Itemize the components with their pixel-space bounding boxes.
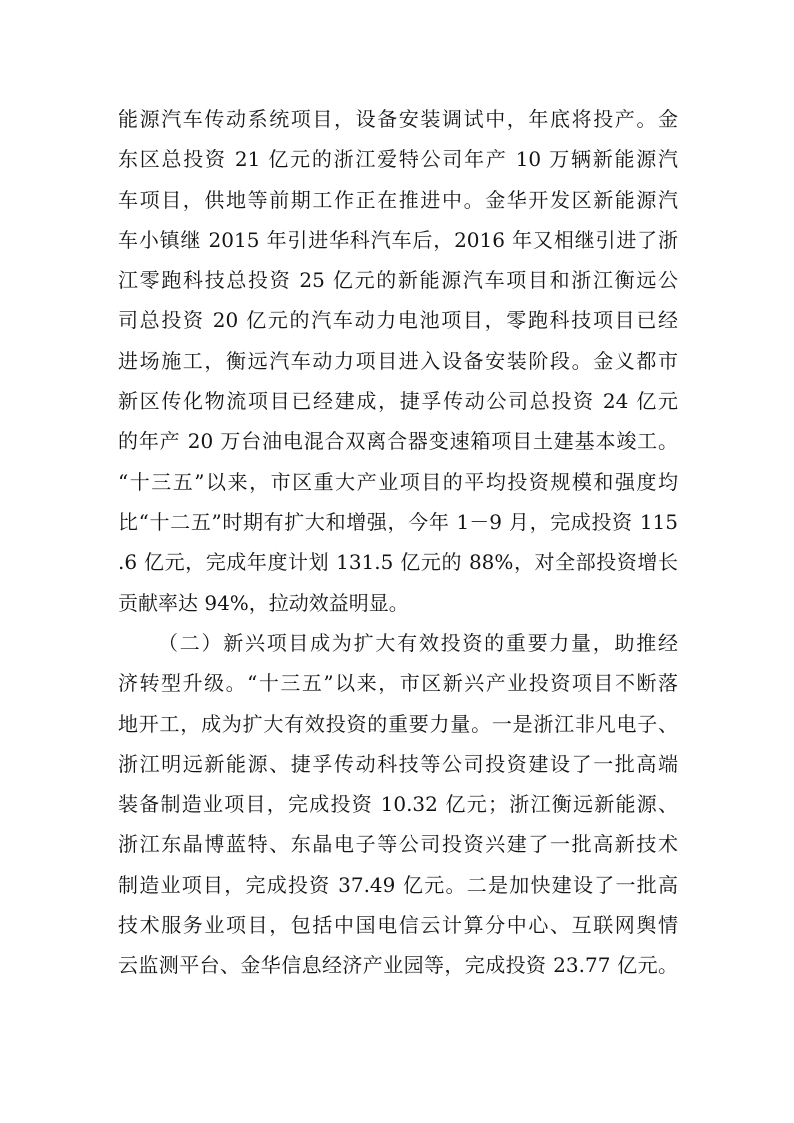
text-line: 技术服务业项目，包括中国电信云计算分中心、互联网舆情 [118, 913, 678, 938]
text-line: 能源汽车传动系统项目，设备安装调试中，年底将投产。金 [118, 107, 678, 131]
text-line: 进场施工，衡远汽车动力项目进入设备安装阶段。金义都市 [118, 348, 678, 373]
text-line: 比“十二五”时期有扩大和增强，今年 1－9 月，完成投资 115 [118, 509, 678, 534]
text-line: 济转型升级。“十三五”以来，市区新兴产业投资项目不断落 [118, 671, 678, 696]
text-line: （二）新兴项目成为扩大有效投资的重要力量，助推经 [158, 631, 678, 655]
text-line: 车小镇继 2015 年引进华科汽车后，2016 年又相继引进了浙 [118, 227, 678, 252]
text-line: 车项目，供地等前期工作正在推进中。金华开发区新能源汽 [118, 187, 678, 212]
text-line: 地开工，成为扩大有效投资的重要力量。一是浙江非凡电子、 [118, 711, 678, 736]
paragraph-2 [118, 623, 678, 986]
text-line: 新区传化物流项目已经建成，捷孚传动公司总投资 24 亿元 [118, 389, 678, 414]
text-line: 浙江明远新能源、捷孚传动科技等公司投资建设了一批高端 [118, 751, 678, 776]
text-line: 的年产 20 万台油电混合双离合器变速箱项目土建基本竣工。 [118, 429, 678, 454]
text-line: .6 亿元，完成年度计划 131.5 亿元的 88%，对全部投资增长 [118, 550, 678, 575]
text-line: 江零跑科技总投资 25 亿元的新能源汽车项目和浙江衡远公 [118, 268, 678, 293]
text-line: 云监测平台、金华信息经济产业园等，完成投资 23.77 亿元。 [118, 953, 678, 978]
text-line: 东区总投资 21 亿元的浙江爱特公司年产 10 万辆新能源汽 [118, 147, 678, 172]
text-line: “十三五”以来，市区重大产业项目的平均投资规模和强度均 [118, 469, 678, 494]
text-line: 装备制造业项目，完成投资 10.32 亿元；浙江衡远新能源、 [118, 792, 678, 817]
text-line: 制造业项目，完成投资 37.49 亿元。二是加快建设了一批高 [118, 872, 678, 897]
text-line: 浙江东晶博蓝特、东晶电子等公司投资兴建了一批高新技术 [118, 832, 678, 857]
text-line: 贡献率达 94%，拉动效益明显。 [118, 590, 409, 615]
text-line: 司总投资 20 亿元的汽车动力电池项目，零跑科技项目已经 [118, 308, 678, 333]
paragraph-1 [118, 99, 678, 623]
